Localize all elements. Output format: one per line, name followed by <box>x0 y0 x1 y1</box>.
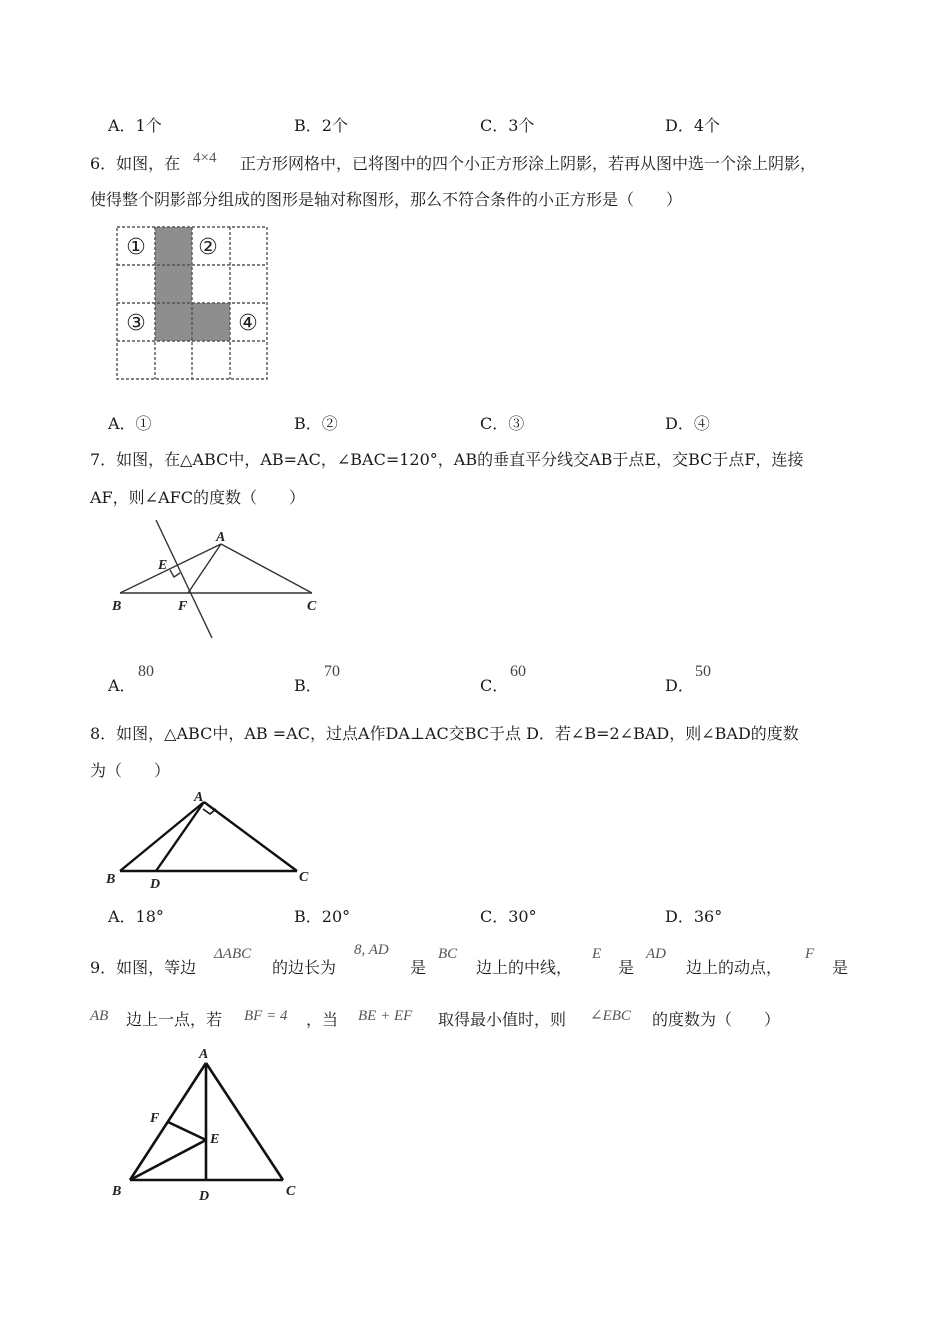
q9-math-6: F <box>805 946 815 962</box>
q6-option-b: B．② <box>294 414 338 433</box>
q8-label-a: A <box>194 790 204 805</box>
q9-text-4: 边上的中线， <box>476 958 573 977</box>
q9-label-e: E <box>210 1132 220 1147</box>
q9-label-d: D <box>199 1189 210 1204</box>
q7-option-c-value: 60 <box>510 663 526 680</box>
q6-option-a: A．① <box>108 414 152 433</box>
q9-label-f: F <box>150 1111 160 1126</box>
q7-stem-line1: 7．如图，在△ABC中，AB=AC，∠BAC=120°，AB的垂直平分线交AB于点E，交BC于点F，连接 <box>90 450 804 469</box>
q9-text-5: 是 <box>618 958 635 977</box>
q8-option-d: D．36° <box>665 907 723 926</box>
q9-label-c: C <box>286 1184 296 1199</box>
q9-math-10: ∠EBC <box>590 1008 631 1024</box>
q7-label-f: F <box>178 599 188 614</box>
q7-label-e: E <box>158 558 168 573</box>
q5-option-a: A．1个 <box>108 116 162 135</box>
q7-triangle-figure <box>108 515 338 645</box>
q6-stem-rest: 正方形网格中，已将图中的四个小正方形涂上阴影，若再从图中选一个涂上阴影， <box>240 154 817 173</box>
q7-label-a: A <box>216 530 226 545</box>
q9-math-8: BF = 4 <box>244 1008 288 1024</box>
q8-option-b: B．20° <box>294 907 351 926</box>
grid-label-2: ② <box>198 235 218 260</box>
q6-stem-line2: 使得整个阴影部分组成的图形是轴对称图形，那么不符合条件的小正方形是（ ） <box>90 190 683 209</box>
q7-option-b-letter: B． <box>294 676 322 695</box>
q9-text-11: 的度数为（ ） <box>652 1010 781 1029</box>
q7-option-d-letter: D． <box>665 676 694 695</box>
q9-text-7: 是 <box>832 958 849 977</box>
q9-text-6: 边上的动点， <box>686 958 783 977</box>
q9-text-3: 是 <box>410 958 427 977</box>
q9-math-5: AD <box>646 946 666 962</box>
grid-label-3: ③ <box>126 311 146 336</box>
q6-option-d: D．④ <box>665 414 710 433</box>
q7-stem-line2: AF，则∠AFC的度数（ ） <box>90 488 305 507</box>
q8-stem-line1: 8．如图，△ABC中，AB =AC，过点A作DA⊥AC交BC于点 D．若∠B=2∠BAD，则∠BAD的度数 <box>90 724 799 743</box>
grid-label-4: ④ <box>238 311 258 336</box>
q9-math-2: 8, AD <box>354 942 389 958</box>
q9-triangle-figure <box>100 1038 320 1210</box>
q5-option-c: C．3个 <box>480 116 535 135</box>
q8-label-b: B <box>106 872 116 887</box>
q9-math-4: E <box>592 946 602 962</box>
q9-text-1: 9．如图，等边 <box>90 958 197 977</box>
q7-option-d-value: 50 <box>695 663 711 680</box>
q8-label-d: D <box>150 877 161 892</box>
q6-grid-figure <box>112 222 272 384</box>
q9-label-a: A <box>199 1047 209 1062</box>
q7-option-b-value: 70 <box>324 663 340 680</box>
q5-option-d: D．4个 <box>665 116 721 135</box>
q9-math-9: BE + EF <box>358 1008 413 1024</box>
q7-label-c: C <box>307 599 317 614</box>
q7-option-a-value: 80 <box>138 663 154 680</box>
q9-math-7: AB <box>90 1008 109 1024</box>
q6-stem-prefix: 6．如图，在 <box>90 154 181 173</box>
q7-option-a-letter: A． <box>108 676 136 695</box>
q5-option-b: B．2个 <box>294 116 348 135</box>
q9-text-10: 取得最小值时，则 <box>438 1010 567 1029</box>
grid-label-1: ① <box>126 235 146 260</box>
q9-text-2: 的边长为 <box>272 958 337 977</box>
q7-label-b: B <box>112 599 122 614</box>
q8-label-c: C <box>299 870 309 885</box>
q9-text-9: ，当 <box>306 1010 339 1029</box>
q8-triangle-figure <box>100 788 320 896</box>
q8-stem-line2: 为（ ） <box>90 761 171 780</box>
q7-option-c-letter: C． <box>480 676 509 695</box>
q9-math-1: ΔABC <box>214 946 252 962</box>
q6-grid-size: 4×4 <box>193 150 217 166</box>
q8-option-a: A．18° <box>108 907 164 926</box>
q9-text-8: 边上一点，若 <box>126 1010 223 1029</box>
q8-option-c: C．30° <box>480 907 537 926</box>
q9-label-b: B <box>112 1184 122 1199</box>
q6-option-c: C．③ <box>480 414 525 433</box>
q9-math-3: BC <box>438 946 458 962</box>
